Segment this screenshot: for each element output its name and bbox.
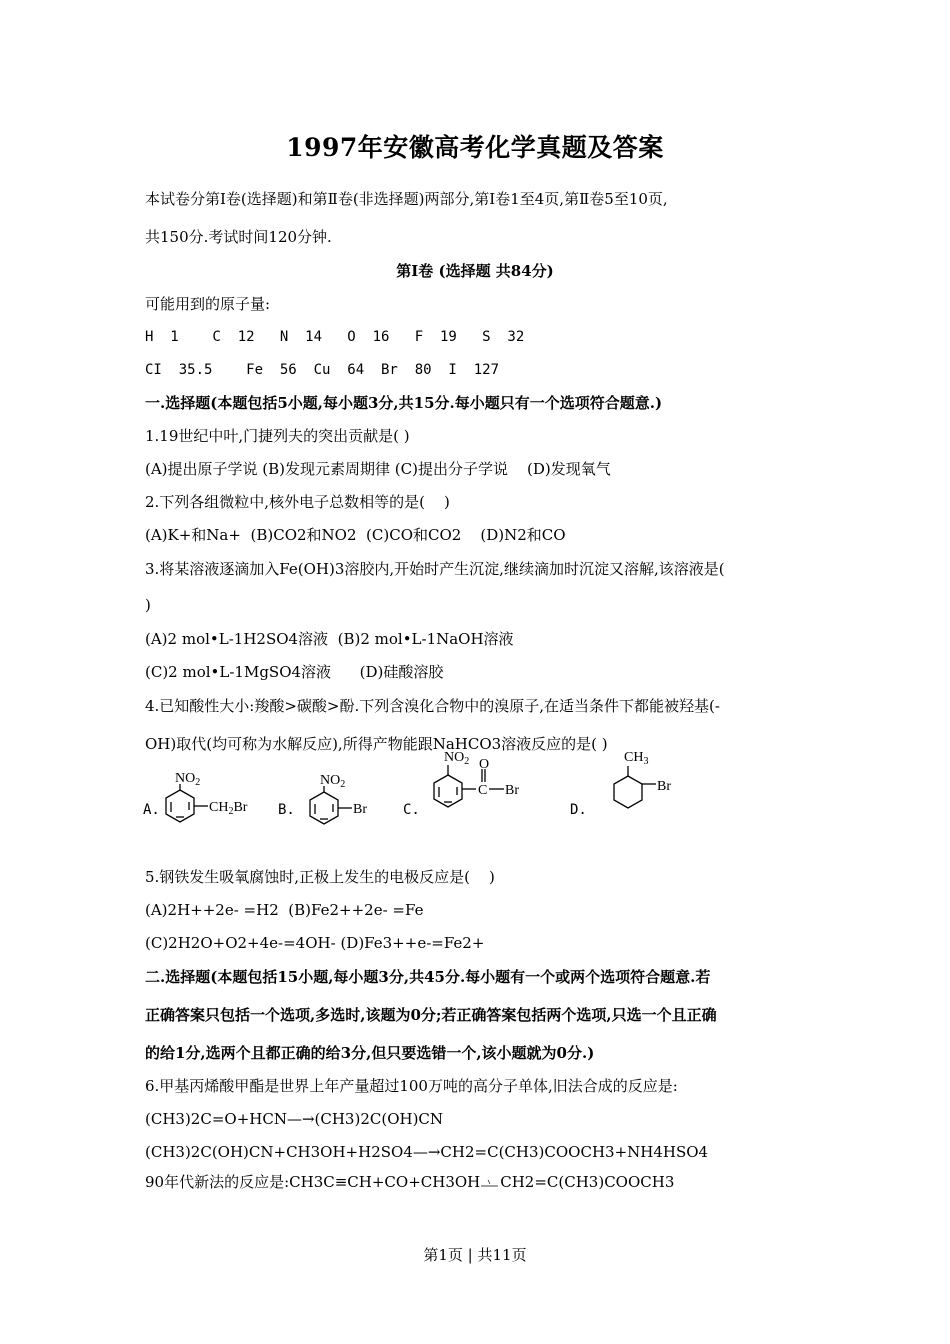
page-footer: 第1页 | 共11页 bbox=[423, 1246, 527, 1264]
q5-options-cd: (C)2H2O+O2+4e-=4OH- (D)Fe3++e-=Fe2+ bbox=[145, 934, 485, 952]
q4-stem-line-2: OH)取代(均可称为水解反应),所得产物能跟NaHCO3溶液反应的是( ) bbox=[145, 735, 608, 753]
atomic-weights-row-2: CI 35.5 Fe 56 Cu 64 Br 80 I 127 bbox=[145, 362, 500, 378]
oxygen-label: O bbox=[479, 757, 490, 772]
nitro-group-label: $NO_2$ bbox=[444, 750, 470, 767]
q4-structure-a bbox=[158, 766, 268, 846]
q4-option-c-label: C. bbox=[403, 802, 420, 818]
carbon-label: C bbox=[478, 783, 488, 798]
q2-options: (A)K+和Na+ (B)CO2和NO2 (C)CO和CO2 (D)N2和CO bbox=[145, 526, 566, 544]
q4-stem-line-1: 4.已知酸性大小:羧酸>碳酸>酚.下列含溴化合物中的溴原子,在适当条件下都能被羟基(- bbox=[145, 697, 720, 715]
q3-options-cd: (C)2 mol•L-1MgSO4溶液 (D)硅酸溶胶 bbox=[145, 663, 444, 681]
section1-title: 第Ⅰ卷 (选择题 共84分) bbox=[396, 262, 554, 280]
q4-structure-b bbox=[302, 766, 392, 846]
q1-stem: 1.19世纪中叶,门捷列夫的突出贡献是( ) bbox=[145, 427, 410, 445]
ch2br-group-label: $CH_2Br$ bbox=[209, 800, 248, 817]
q4-option-a-label: A. bbox=[143, 802, 160, 818]
q4-structure-d bbox=[606, 740, 706, 825]
q4-structure-c bbox=[426, 745, 536, 830]
q6-equation-old-1: (CH3)2C=O+HCN—→(CH3)2C(OH)CN bbox=[145, 1110, 444, 1128]
q3-stem-line-1: 3.将某溶液逐滴加入Fe(OH)3溶胶内,开始时产生沉淀,继续滴加时沉淀又溶解,该溶液是( bbox=[145, 560, 725, 578]
part2-header-line-2: 正确答案只包括一个选项,多选时,该题为0分;若正确答案包括两个选项,只选一个且正确 bbox=[145, 1006, 717, 1024]
q5-options-ab: (A)2H++2e- =H2 (B)Fe2++2e- =Fe bbox=[145, 901, 424, 919]
atomic-weights-label: 可能用到的原子量: bbox=[145, 295, 271, 313]
nitro-group-label: $NO_2$ bbox=[320, 773, 346, 790]
methyl-label: $CH_3$ bbox=[624, 750, 649, 767]
q6-stem: 6.甲基丙烯酸甲酯是世界上年产量超过100万吨的高分子单体,旧法合成的反应是: bbox=[145, 1077, 678, 1095]
q6-equation-new-reactants: 90年代新法的反应是:CH3C≡CH+CO+CH3OH bbox=[145, 1173, 481, 1191]
bromo-label: Br bbox=[505, 783, 519, 798]
q6-equation-new bbox=[145, 1171, 674, 1193]
cyclohexane-ring bbox=[614, 776, 642, 808]
intro-line-2: 共150分.考试时间120分钟. bbox=[145, 228, 332, 246]
part1-header: 一.选择题(本题包括5小题,每小题3分,共15分.每小题只有一个选项符合题意.) bbox=[145, 394, 663, 412]
q4-option-b-label: B. bbox=[278, 802, 295, 818]
intro-line-1: 本试卷分第Ⅰ卷(选择题)和第Ⅱ卷(非选择题)两部分,第Ⅰ卷1至4页,第Ⅱ卷5至10页, bbox=[145, 190, 668, 208]
bromo-label: Br bbox=[657, 779, 671, 794]
page-title: 1997年安徽高考化学真题及答案 bbox=[286, 133, 664, 162]
part2-header-line-1: 二.选择题(本题包括15小题,每小题3分,共45分.每小题有一个或两个选项符合题意.若 bbox=[145, 968, 711, 986]
part2-header-line-3: 的给1分,选两个且都正确的给3分,但只要选错一个,该小题就为0分.) bbox=[145, 1044, 595, 1062]
q3-stem-line-2: ) bbox=[145, 596, 151, 614]
q6-equation-new-product: CH2=C(CH3)COOCH3 bbox=[500, 1173, 675, 1191]
q1-options: (A)提出原子学说 (B)发现元素周期律 (C)提出分子学说 (D)发现氧气 bbox=[145, 460, 611, 478]
bromo-label: Br bbox=[353, 802, 367, 817]
q2-stem: 2.下列各组微粒中,核外电子总数相等的是( ) bbox=[145, 493, 450, 511]
q6-equation-old-2: (CH3)2C(OH)CN+CH3OH+H2SO4—→CH2=C(CH3)COOCH3+NH4HSO4 bbox=[145, 1143, 709, 1161]
atomic-weights-row-1: H 1 C 12 N 14 O 16 F 19 S 32 bbox=[145, 329, 525, 345]
q4-option-d-label: D. bbox=[570, 802, 587, 818]
reaction-arrow-icon bbox=[480, 1177, 500, 1189]
nitro-group-label: $NO_2$ bbox=[175, 771, 201, 788]
q5-stem: 5.钢铁发生吸氧腐蚀时,正极上发生的电极反应是( ) bbox=[145, 868, 495, 886]
q3-options-ab: (A)2 mol•L-1H2SO4溶液 (B)2 mol•L-1NaOH溶液 bbox=[145, 630, 514, 648]
